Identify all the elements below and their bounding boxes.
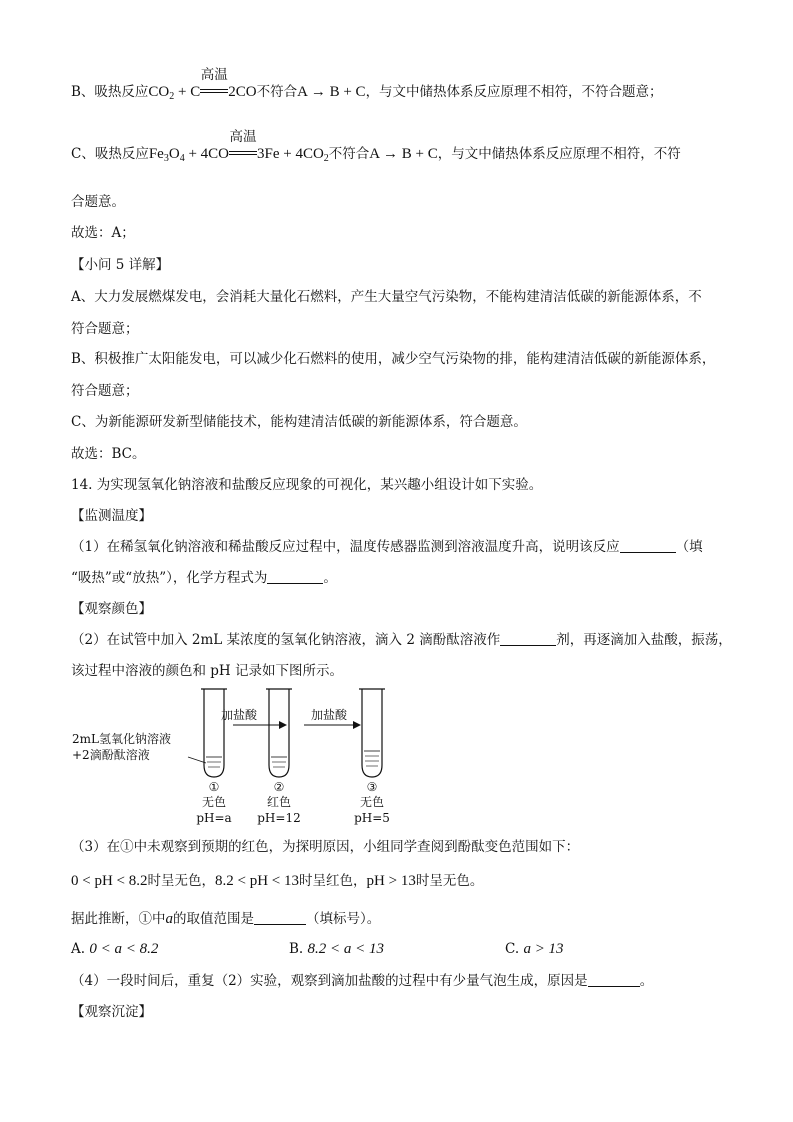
arrow-2-label: 加盐酸 bbox=[310, 708, 348, 722]
test-tube-1 bbox=[201, 689, 227, 777]
option-b-prefix: B、吸热反应 bbox=[71, 84, 149, 100]
q14-p2-line1: （2）在试管中加入 2mL 某浓度的氢氧化钠溶液，滴入 2 滴酚酞溶液作 剂，再逐滴加入盐酸，振荡， bbox=[71, 632, 732, 648]
option-b-product: 2CO bbox=[228, 84, 257, 100]
tube-3-color: 无色 bbox=[359, 795, 385, 809]
tube-2-color: 红色 bbox=[266, 795, 292, 809]
q5-a-line1: A、大力发展燃煤发电，会消耗大量化石燃料，产生大量空气污染物，不能构建清洁低碳的新能源体系，不 bbox=[71, 289, 702, 305]
tube-2-number: ② bbox=[273, 780, 285, 794]
heading-observe-color: 【观察颜色】 bbox=[71, 601, 152, 617]
option-a[interactable]: A. 0 < a < 8.2 bbox=[71, 941, 159, 957]
test-tube-3 bbox=[359, 689, 385, 777]
answer-blank[interactable] bbox=[588, 972, 640, 987]
reaction-scheme: A → B + C bbox=[369, 146, 438, 162]
answer-blank[interactable] bbox=[500, 631, 556, 646]
ph-range-3: pH > 13 bbox=[366, 873, 416, 889]
q14-p4-line: （4）一段时间后，重复（2）实验，观察到滴加盐酸的过程中有少量气泡生成，原因是 。 bbox=[71, 973, 654, 989]
sample-label-line1: 2mL氢氧化钠溶液 bbox=[72, 732, 171, 746]
sample-label-line2: +2滴酚酞溶液 bbox=[72, 748, 150, 762]
reaction-condition-arrow bbox=[200, 67, 228, 101]
answer-q4: 故选：A； bbox=[71, 225, 135, 241]
q14-p3-ranges: 0 < pH < 8.2时呈无色，8.2 < pH < 13时呈红色，pH > 13时呈无色。 bbox=[71, 873, 484, 889]
ph-range-1: 0 < pH < 8.2 bbox=[71, 873, 148, 889]
q14-p3-line1: （3）在①中未观察到预期的红色，为探明原因，小组同学查阅到酚酞变色范围如下： bbox=[71, 839, 580, 855]
q5-a-line2: 符合题意； bbox=[71, 321, 139, 337]
test-tube-figure bbox=[70, 685, 400, 830]
tube-1-color: 无色 bbox=[201, 795, 227, 809]
label-leader-line bbox=[188, 757, 206, 763]
answer-blank[interactable] bbox=[620, 538, 676, 553]
answer-blank[interactable] bbox=[267, 569, 323, 584]
heading-monitor-temperature: 【监测温度】 bbox=[71, 508, 152, 524]
reaction-condition: 高温 bbox=[229, 129, 257, 145]
q14-p1-line2: “吸热”或“放热”），化学方程式为 。 bbox=[71, 570, 337, 586]
q5-c-line1: C、为新能源研发新型储能技术，能构建清洁低碳的新能源体系，符合题意。 bbox=[71, 414, 527, 430]
option-b-line: B、吸热反应$CO_2 + C$ 高温 2CO不符合A → B + C，与文中储热体系反应原理不相符，不符合题意； bbox=[71, 67, 663, 102]
option-c-line: C、吸热反应$Fe_3O_4 + 4CO$ 高温 $3Fe + 4CO_2$不符合A → B + C，与文中储热体系反应原理不相符，不符 bbox=[71, 129, 681, 164]
option-c-prefix: C、吸热反应 bbox=[71, 146, 149, 162]
option-b-reactant: CO bbox=[148, 84, 170, 100]
tube-3-ph: pH=5 bbox=[354, 811, 390, 825]
reaction-scheme: A → B + C bbox=[297, 84, 366, 100]
tube-3-number: ③ bbox=[366, 780, 378, 794]
option-b[interactable]: B. 8.2 < a < 13 bbox=[289, 941, 385, 957]
q14-stem: 14. 为实现氢氧化钠溶液和盐酸反应现象的可视化，某兴趣小组设计如下实验。 bbox=[71, 477, 543, 493]
tube-1-ph: pH=a bbox=[196, 811, 232, 825]
arrow-1-label: 加盐酸 bbox=[220, 708, 258, 722]
reaction-condition: 高温 bbox=[200, 67, 228, 83]
option-c[interactable]: C. a > 13 bbox=[505, 941, 564, 957]
tube-1-number: ① bbox=[208, 780, 220, 794]
option-c-continuation: 合题意。 bbox=[71, 194, 125, 210]
tube-2-ph: pH=12 bbox=[257, 811, 301, 825]
q14-p1-line1: （1）在稀氢氧化钠溶液和稀盐酸反应过程中，温度传感器监测到溶液温度升高，说明该反应 （填 bbox=[71, 539, 703, 555]
answer-q5: 故选：BC。 bbox=[71, 446, 146, 462]
ph-range-2: 8.2 < pH < 13 bbox=[215, 873, 300, 889]
q5-b-line1: B、积极推广太阳能发电，可以减少化石燃料的使用，减少空气污染物的排，能构建清洁低碳的新能源体系， bbox=[71, 351, 716, 367]
q5-b-line2: 符合题意； bbox=[71, 383, 139, 399]
section-header-q5: 【小问 5 详解】 bbox=[71, 257, 170, 273]
q14-p3-question: 据此推断，①中a的取值范围是 （填标号）。 bbox=[71, 911, 381, 927]
heading-observe-precipitate: 【观察沉淀】 bbox=[71, 1004, 152, 1020]
q14-p2-line2: 该过程中溶液的颜色和 pH 记录如下图所示。 bbox=[71, 663, 343, 679]
test-tube-2 bbox=[266, 689, 292, 777]
reaction-condition-arrow bbox=[229, 129, 257, 163]
answer-blank[interactable] bbox=[254, 910, 306, 925]
